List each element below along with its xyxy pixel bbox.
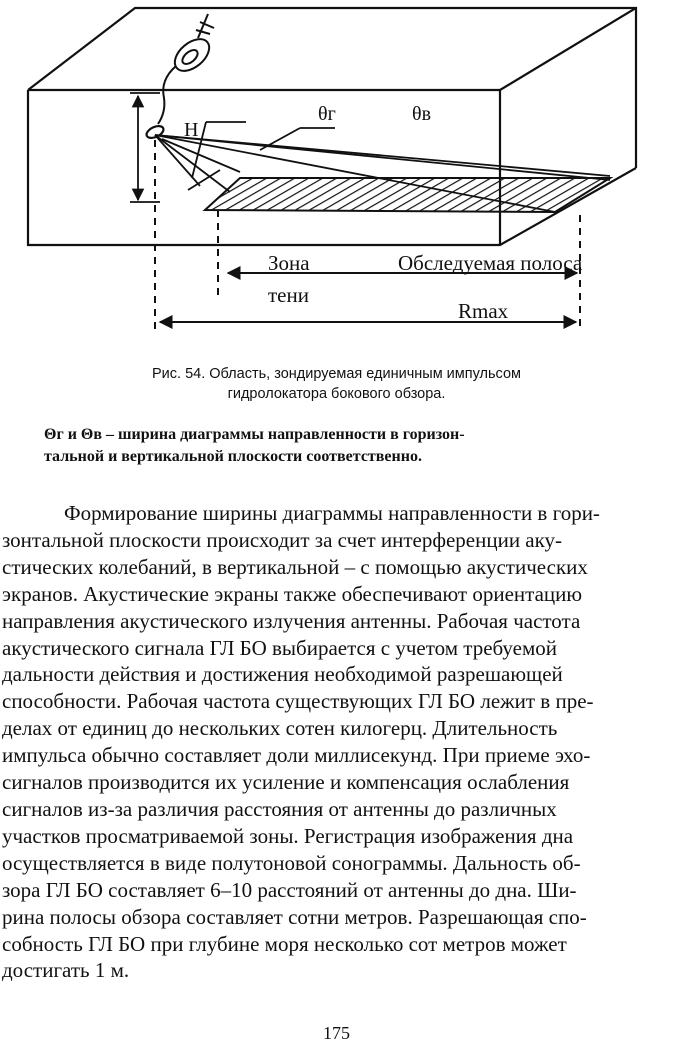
text-line: достигать 1 м. bbox=[2, 958, 130, 983]
text-line: сигналов производится их усиление и компенсация ослабления bbox=[2, 770, 570, 795]
label-shadow-zone-2: тени bbox=[268, 283, 309, 307]
text-line: сигналов из-за различия расстояния от антенны до различных bbox=[2, 796, 557, 821]
label-theta-g: θг bbox=[318, 103, 336, 125]
text-line: стических колебаний, в вертикальной – с помощью акустических bbox=[2, 554, 588, 579]
text-line: участков просматриваемой зоны. Регистрация изображения дна bbox=[2, 823, 574, 848]
caption-line: Рис. 54. Область, зондируемая единичным импульсом bbox=[151, 366, 521, 382]
label-surveyed-strip: Обследуемая полоса bbox=[398, 251, 583, 275]
figure-caption bbox=[60, 364, 613, 404]
text-line: направления акустического излучения антенны. Рабочая частота bbox=[2, 608, 581, 633]
text-line: рина полосы обзора составляет сотни метров. Разрешающая спо- bbox=[2, 904, 587, 929]
text-line: делах от единиц до нескольких сотен килогерц. Длительность bbox=[2, 716, 558, 741]
ship-icon bbox=[158, 14, 215, 124]
label-theta-v: θв bbox=[412, 103, 432, 125]
dimension-arrows bbox=[160, 273, 577, 322]
label-r-max: Rmax bbox=[458, 299, 509, 323]
text-line: собность ГЛ БО при глубине моря несколько сот метров может bbox=[2, 931, 567, 956]
text-line: Формирование ширины диаграммы направленности в гори- bbox=[64, 501, 600, 525]
text-line: акустического сигнала ГЛ БО выбирается с учетом требуемой bbox=[2, 635, 557, 660]
text-line: дальности действия и достижения необходимой разрешающей bbox=[2, 662, 563, 687]
text-line: импульса обычно составляет доли миллисекунд. При приеме эхо- bbox=[2, 743, 591, 768]
label-shadow-zone-1: Зона bbox=[268, 251, 310, 275]
legend-line: тальной и вертикальной плоскости соответственно. bbox=[44, 448, 422, 465]
figure-legend bbox=[44, 424, 634, 468]
text-line: экранов. Акустические экраны также обеспечивают ориентацию bbox=[2, 581, 583, 606]
surveyed-strip-area bbox=[205, 178, 610, 212]
text-line: осуществляется в виде полутоновой сонограммы. Дальность об- bbox=[2, 850, 581, 875]
towed-antenna-icon bbox=[145, 124, 166, 141]
legend-line: Θг и Θв – ширина диаграммы направленности в горизон- bbox=[44, 426, 465, 443]
figure-54 bbox=[0, 0, 673, 355]
body-paragraph bbox=[2, 500, 669, 984]
caption-line: гидролокатора бокового обзора. bbox=[227, 386, 446, 402]
text-line: способности. Рабочая частота существующих ГЛ БО лежит в пре- bbox=[2, 689, 594, 714]
text-line: зора ГЛ БО составляет 6–10 расстояний от антенны до дна. Ши- bbox=[2, 877, 577, 902]
text-line: зонтальной плоскости происходит за счет интерференции аку- bbox=[2, 527, 563, 552]
label-h: H bbox=[184, 119, 199, 141]
page-number: 175 bbox=[323, 1023, 350, 1043]
